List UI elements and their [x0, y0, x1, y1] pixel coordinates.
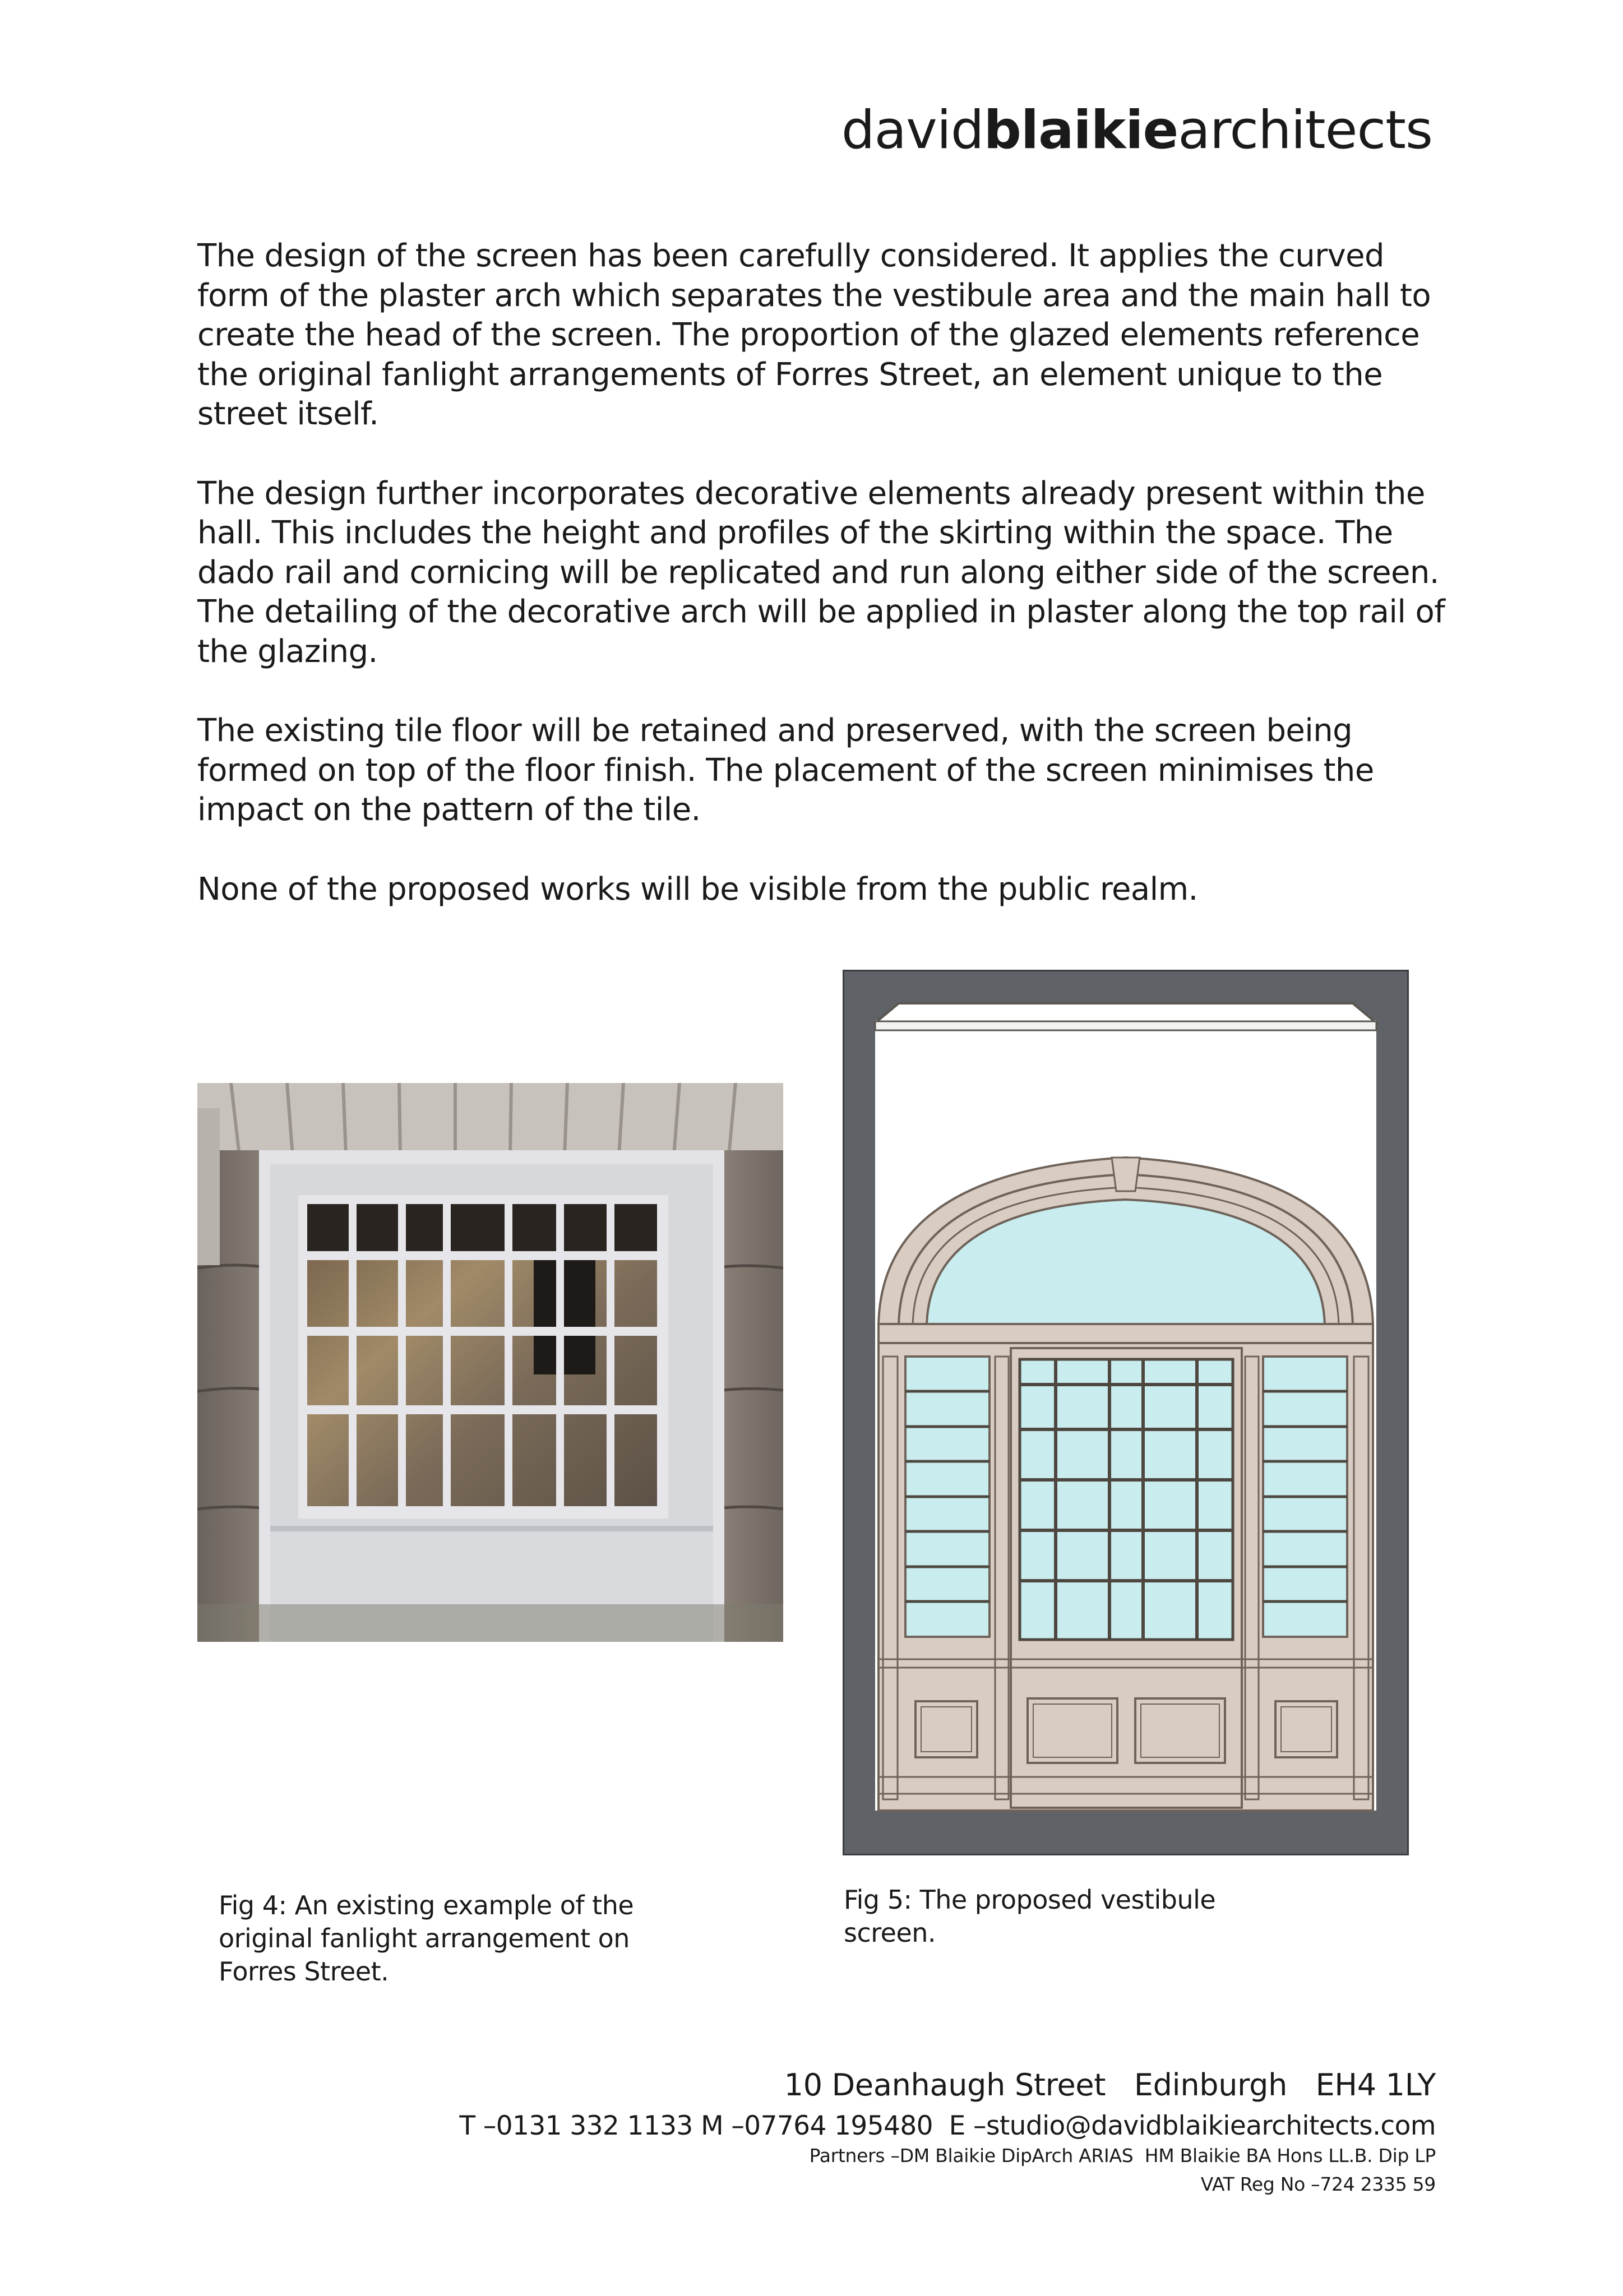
fig5-caption: Fig 5: The proposed vestibule screen.: [844, 1885, 1216, 1948]
footer-contact: T –0131 332 1133 M –07764 195480 E –studio@davidblaikiearchitects.com: [459, 2110, 1436, 2141]
company-logo: [841, 100, 1432, 161]
footer-address: 10 Deanhaugh Street Edinburgh EH4 1LY: [784, 2067, 1436, 2103]
fig4-photo: [197, 1083, 783, 1642]
footer-partners: Partners –DM Blaikie DipArch ARIAS HM Blaikie BA Hons LL.B. Dip LP: [809, 2145, 1436, 2167]
logo-blaikie: blaikie: [983, 100, 1178, 161]
logo-architects: architects: [1178, 100, 1432, 161]
fig5-drawing: [843, 970, 1409, 1855]
logo-david: david: [841, 100, 984, 161]
paragraph-4: None of the proposed works will be visible from the public realm.: [197, 871, 1198, 908]
footer-vat: VAT Reg No –724 2335 59: [1200, 2173, 1436, 2195]
fig4-caption: Fig 4: An existing example of the original fanlight arrangement on Forres Street.: [219, 1890, 634, 1987]
body-text: [197, 237, 1453, 949]
paragraph-1: The design of the screen has been carefully considered. It applies the curved form of the plaster arch which separates the vestibule area and the main hall to create the head of the screen. The proportion of the glazed elements reference the original fanlight arrangements of Forres Street, an element unique to the street itself.: [197, 238, 1431, 432]
paragraph-2: The design further incorporates decorative elements already present within the hall. This includes the height and profiles of the skirting within the space. The dado rail and cornicing will be replicated and run along either side of the screen. The detailing of the decorative arch will be applied in plaster along the top rail of the glazing.: [197, 475, 1445, 670]
paragraph-3: The existing tile floor will be retained and preserved, with the screen being formed on top of the floor finish. The placement of the screen minimises the impact on the pattern of the tile.: [197, 712, 1374, 828]
